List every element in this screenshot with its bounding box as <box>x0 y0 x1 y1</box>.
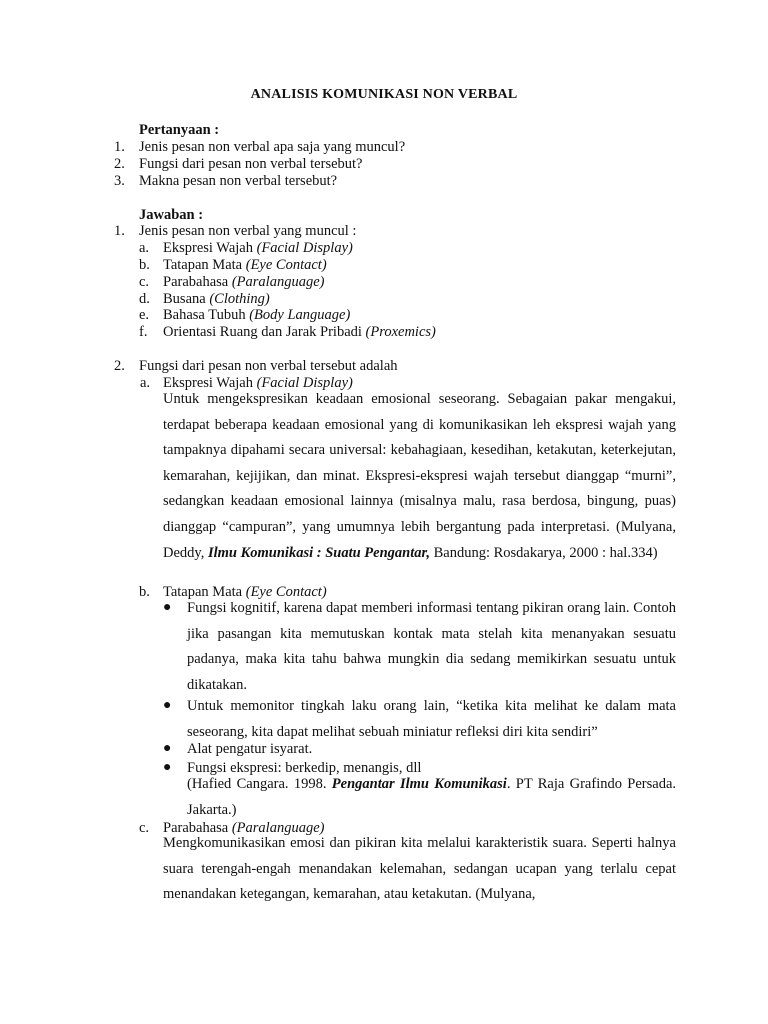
facial-display-paragraph: Untuk mengekspresikan keadaan emosional seseorang. Sebagaian pakar mengakui, terdapat beberapa keadaan emosional yang di komunikasikan leh ekspresi wajah yang tampaknya dipahami secara universal: kebahagiaan, kesedihan, ketakutan, keterkejutan, kemarahan, kejijikan, dan minat. Ekspresi-ekspresi wajah tersebut dianggap “murni”, sedangkan keadaan emosional lainnya (misalnya malu, rasa berdosa, bingung, puas) dianggap “campuran”, yang umumnya lebih bergantung pada interpretasi. (Mulyana, Deddy, Ilmu Komunikasi : Suatu Pengantar, Bandung: Rosdakarya, 2000 : hal.334) <box>163 391 676 561</box>
jawaban-heading: Jawaban : <box>139 207 204 223</box>
bullet-text: Fungsi kognitif, karena dapat memberi informasi tentang pikiran orang lain. Contoh jika pasangan kita memutuskan kontak mata stelah kita menanyakan sesuatu padanya, maka kita tahu bahwa mungkin dia sedang memikirkan sesuatu untuk dikatakan. <box>187 600 676 693</box>
question-number: 3. <box>114 173 125 189</box>
bullet-icon: ● <box>163 698 172 713</box>
function-title: Ekspresi Wajah (Facial Display) <box>163 375 353 391</box>
answer-text: Fungsi dari pesan non verbal tersebut adalah <box>139 358 398 374</box>
paralanguage-paragraph: Mengkomunikasikan emosi dan pikiran kita melalui karakteristik suara. Seperti halnya suara terengah-engah menandakan kelemahan, sedangan ucapan yang terlalu cepat menandakan ketegangan, kemarahan, atau ketakutan. (Mulyana, <box>163 835 676 903</box>
function-letter: a. <box>140 375 151 391</box>
type-text: Orientasi Ruang dan Jarak Pribadi (Proxemics) <box>163 324 436 340</box>
bullet-text: Alat pengatur isyarat. <box>187 741 313 757</box>
question-text: Fungsi dari pesan non verbal tersebut? <box>139 156 363 172</box>
type-letter: e. <box>139 307 150 323</box>
eye-contact-citation: (Hafied Cangara. 1998. Pengantar Ilmu Komunikasi. PT Raja Grafindo Persada. Jakarta.) <box>187 776 677 818</box>
type-text: Busana (Clothing) <box>163 291 270 307</box>
question-text: Jenis pesan non verbal apa saja yang muncul? <box>139 139 406 155</box>
bullet-icon: ● <box>163 741 172 756</box>
type-letter: f. <box>139 324 148 340</box>
question-number: 2. <box>114 156 125 172</box>
type-letter: c. <box>139 274 150 290</box>
function-letter: b. <box>139 584 150 600</box>
type-text: Bahasa Tubuh (Body Language) <box>163 307 351 323</box>
pertanyaan-heading: Pertanyaan : <box>139 122 220 138</box>
question-number: 1. <box>114 139 125 155</box>
bullet-icon: ● <box>163 600 172 615</box>
type-text: Ekspresi Wajah (Facial Display) <box>163 240 353 256</box>
function-title: Tatapan Mata (Eye Contact) <box>163 584 327 600</box>
type-letter: b. <box>139 257 150 273</box>
function-letter: c. <box>139 820 150 836</box>
document-title: ANALISIS KOMUNIKASI NON VERBAL <box>250 87 518 102</box>
type-letter: a. <box>139 240 150 256</box>
function-title: Parabahasa (Paralanguage) <box>163 820 325 836</box>
answer-text: Jenis pesan non verbal yang muncul : <box>139 223 357 239</box>
type-text: Tatapan Mata (Eye Contact) <box>163 257 327 273</box>
answer-number: 1. <box>114 223 125 239</box>
bullet-icon: ● <box>163 760 172 775</box>
type-letter: d. <box>139 291 150 307</box>
bullet-text: Fungsi ekspresi: berkedip, menangis, dll <box>187 760 422 776</box>
answer-number: 2. <box>114 358 125 374</box>
bullet-text: Untuk memonitor tingkah laku orang lain, “ketika kita melihat ke dalam mata seseorang, kita dapat melihat sebuah miniatur refleksi diri kita sendiri” <box>187 698 676 740</box>
type-text: Parabahasa (Paralanguage) <box>163 274 325 290</box>
question-text: Makna pesan non verbal tersebut? <box>139 173 338 189</box>
